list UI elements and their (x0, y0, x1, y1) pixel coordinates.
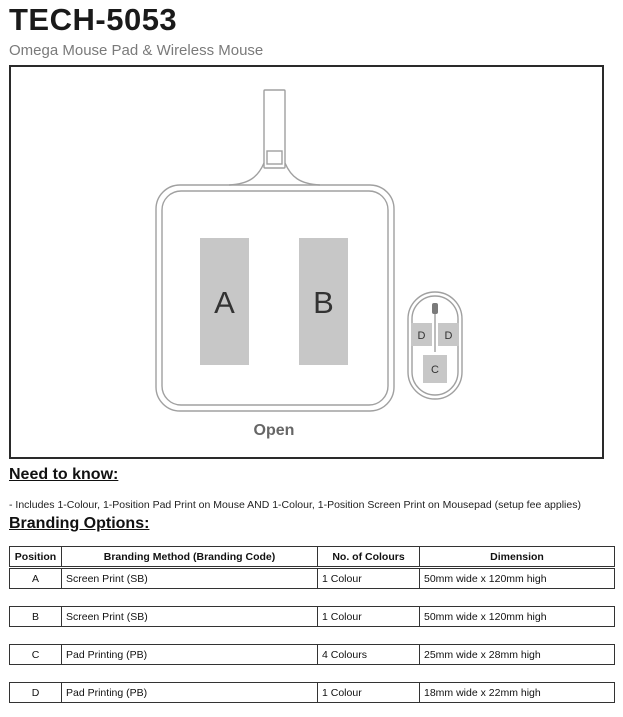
branding-table-header (9, 546, 615, 567)
product-name: Omega Mouse Pad & Wireless Mouse (9, 42, 264, 59)
need-to-know-heading: Need to know: (9, 466, 119, 483)
table-row (9, 644, 615, 665)
print-area-d-left-label: D (417, 330, 426, 342)
cell-position: B (10, 607, 62, 627)
cell-colours: 1 Colour (318, 569, 420, 589)
table-row (9, 682, 615, 703)
print-area-c-label: C (431, 364, 439, 376)
cell-dimension: 50mm wide x 120mm high (420, 607, 615, 627)
product-illustration (9, 65, 604, 459)
print-area-b-label: B (313, 285, 334, 320)
product-code: TECH-5053 (9, 2, 178, 37)
cell-colours: 4 Colours (318, 645, 420, 665)
branding-diagram (11, 67, 602, 457)
cell-method: Screen Print (SB) (62, 607, 318, 627)
table-row (9, 568, 615, 589)
header-branding-method: Branding Method (Branding Code) (62, 547, 318, 567)
cell-position: A (10, 569, 62, 589)
figure-caption: Open (253, 422, 295, 439)
cell-method: Pad Printing (PB) (62, 683, 318, 703)
need-to-know-text: - Includes 1-Colour, 1-Position Pad Print on Mouse AND 1-Colour, 1-Position Screen Print on Mousepad (setup fee applies) (9, 499, 581, 511)
header-position: Position (10, 547, 62, 567)
cell-position: C (10, 645, 62, 665)
mousepad-strap (229, 90, 320, 185)
header-no-of-colours: No. of Colours (318, 547, 420, 567)
branding-options-heading: Branding Options: (9, 515, 150, 532)
cell-method: Pad Printing (PB) (62, 645, 318, 665)
table-row (9, 606, 615, 627)
mouse-scroll-wheel (432, 303, 438, 314)
print-area-a-label: A (214, 285, 235, 320)
mousepad-outline (156, 185, 394, 411)
cell-dimension: 25mm wide x 28mm high (420, 645, 615, 665)
cell-position: D (10, 683, 62, 703)
cell-dimension: 50mm wide x 120mm high (420, 569, 615, 589)
cell-colours: 1 Colour (318, 607, 420, 627)
cell-dimension: 18mm wide x 22mm high (420, 683, 615, 703)
print-area-d-right-label: D (444, 330, 453, 342)
cell-method: Screen Print (SB) (62, 569, 318, 589)
header-dimension: Dimension (420, 547, 615, 567)
cell-colours: 1 Colour (318, 683, 420, 703)
